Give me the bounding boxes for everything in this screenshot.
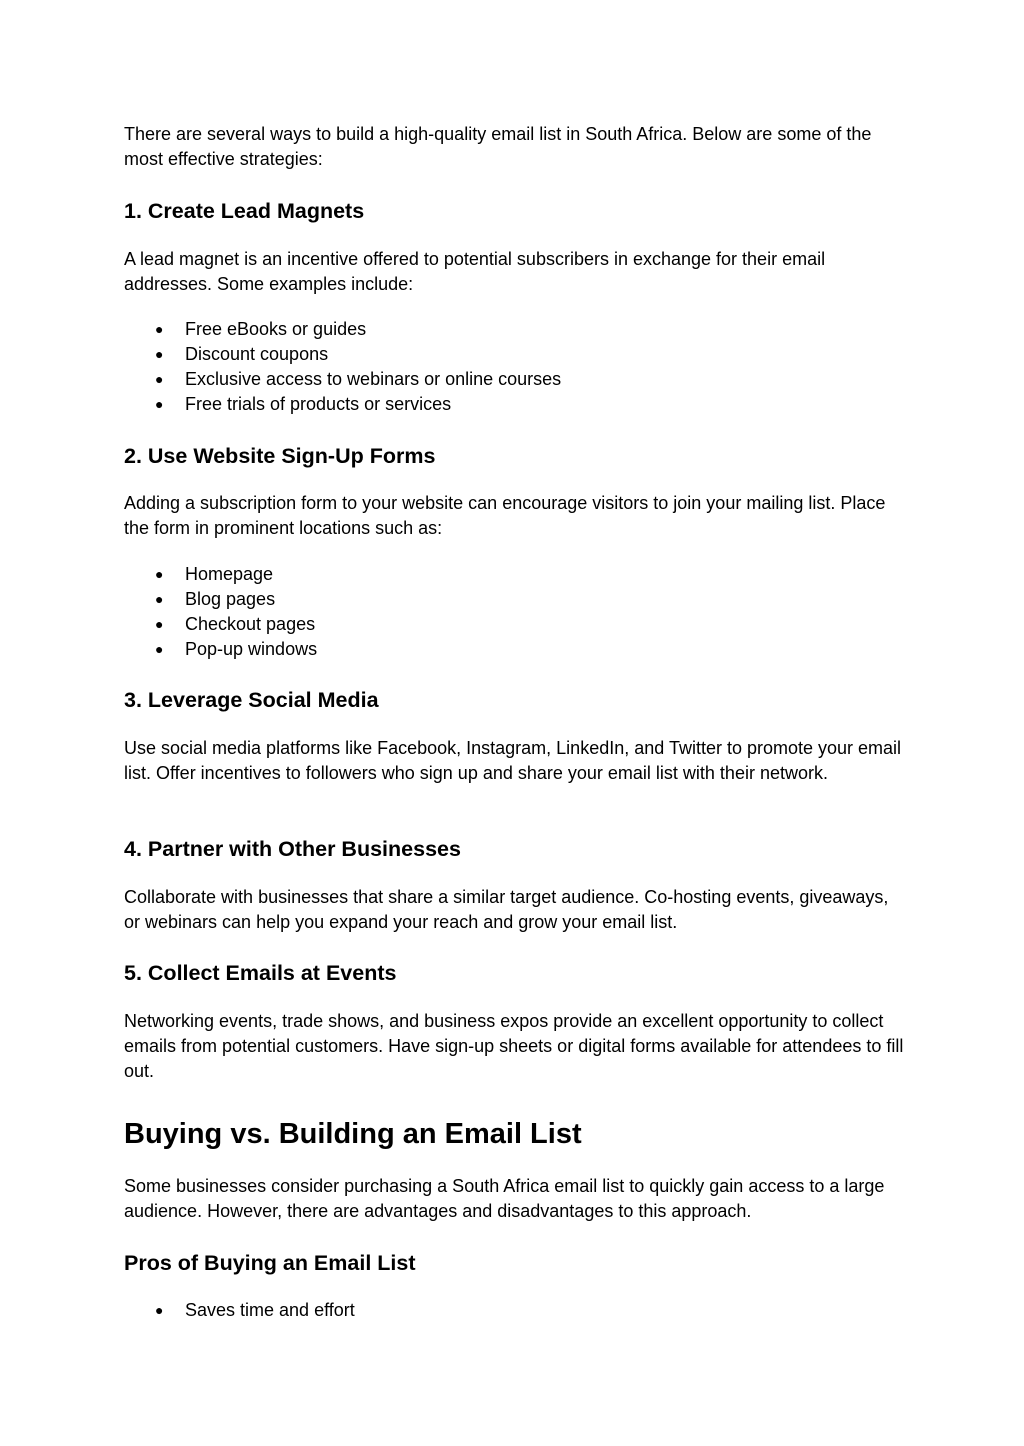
- section-3-paragraph: Use social media platforms like Facebook, Instagram, LinkedIn, and Twitter to promote your email list. Offer incentives to followers who sign up and share your email list with their network.: [124, 738, 902, 783]
- section-5-paragraph: Networking events, trade shows, and business expos provide an excellent opportunity to collect emails from potential customers. Have sign-up sheets or digital forms available for attendees to fill out.: [124, 1011, 904, 1081]
- bullet-icon: ●: [155, 616, 164, 632]
- section-2-bullet-list: [124, 562, 904, 662]
- bullet-icon: ●: [155, 591, 164, 607]
- bullet-icon: ●: [155, 566, 164, 582]
- bullet-icon: ●: [155, 321, 164, 337]
- section-2-paragraph: Adding a subscription form to your website can encourage visitors to join your mailing list. Place the form in prominent locations such as:: [124, 493, 886, 538]
- bullet-icon: ●: [155, 1302, 164, 1318]
- section-1-paragraph: A lead magnet is an incentive offered to potential subscribers in exchange for their email addresses. Some examples include:: [124, 249, 826, 294]
- bullet-icon: ●: [155, 371, 164, 387]
- section-1-bullet-list: [124, 317, 904, 417]
- intro-paragraph: There are several ways to build a high-quality email list in South Africa. Below are some of the most effective strategies:: [124, 124, 872, 169]
- list-item: ● Checkout pages: [124, 612, 904, 637]
- bullet-icon: ●: [155, 641, 164, 657]
- list-item: ● Saves time and effort: [124, 1298, 904, 1323]
- list-item: ● Pop-up windows: [124, 637, 904, 662]
- list-item: ● Discount coupons: [124, 342, 904, 367]
- section-4-paragraph: Collaborate with businesses that share a similar target audience. Co-hosting events, giveaways, or webinars can help you expand your reach and grow your email list.: [124, 887, 889, 932]
- buying-paragraph: Some businesses consider purchasing a South Africa email list to quickly gain access to a large audience. However, there are advantages and disadvantages to this approach.: [124, 1176, 885, 1221]
- pros-heading: Pros of Buying an Email List: [124, 1251, 416, 1275]
- section-3-heading: 3. Leverage Social Media: [124, 688, 379, 712]
- list-item: ● Free eBooks or guides: [124, 317, 904, 342]
- bullet-icon: ●: [155, 346, 164, 362]
- pros-bullet-list: [124, 1298, 904, 1323]
- section-1-heading: 1. Create Lead Magnets: [124, 199, 365, 223]
- bullet-icon: ●: [155, 396, 164, 412]
- list-item: ● Blog pages: [124, 587, 904, 612]
- list-item: ● Exclusive access to webinars or online courses: [124, 367, 904, 392]
- section-5-heading: 5. Collect Emails at Events: [124, 961, 397, 985]
- section-4-heading: 4. Partner with Other Businesses: [124, 837, 461, 861]
- buying-vs-building-title: Buying vs. Building an Email List: [124, 1118, 582, 1150]
- list-item: ● Homepage: [124, 562, 904, 587]
- section-2-heading: 2. Use Website Sign-Up Forms: [124, 444, 436, 468]
- list-item: ● Free trials of products or services: [124, 392, 904, 417]
